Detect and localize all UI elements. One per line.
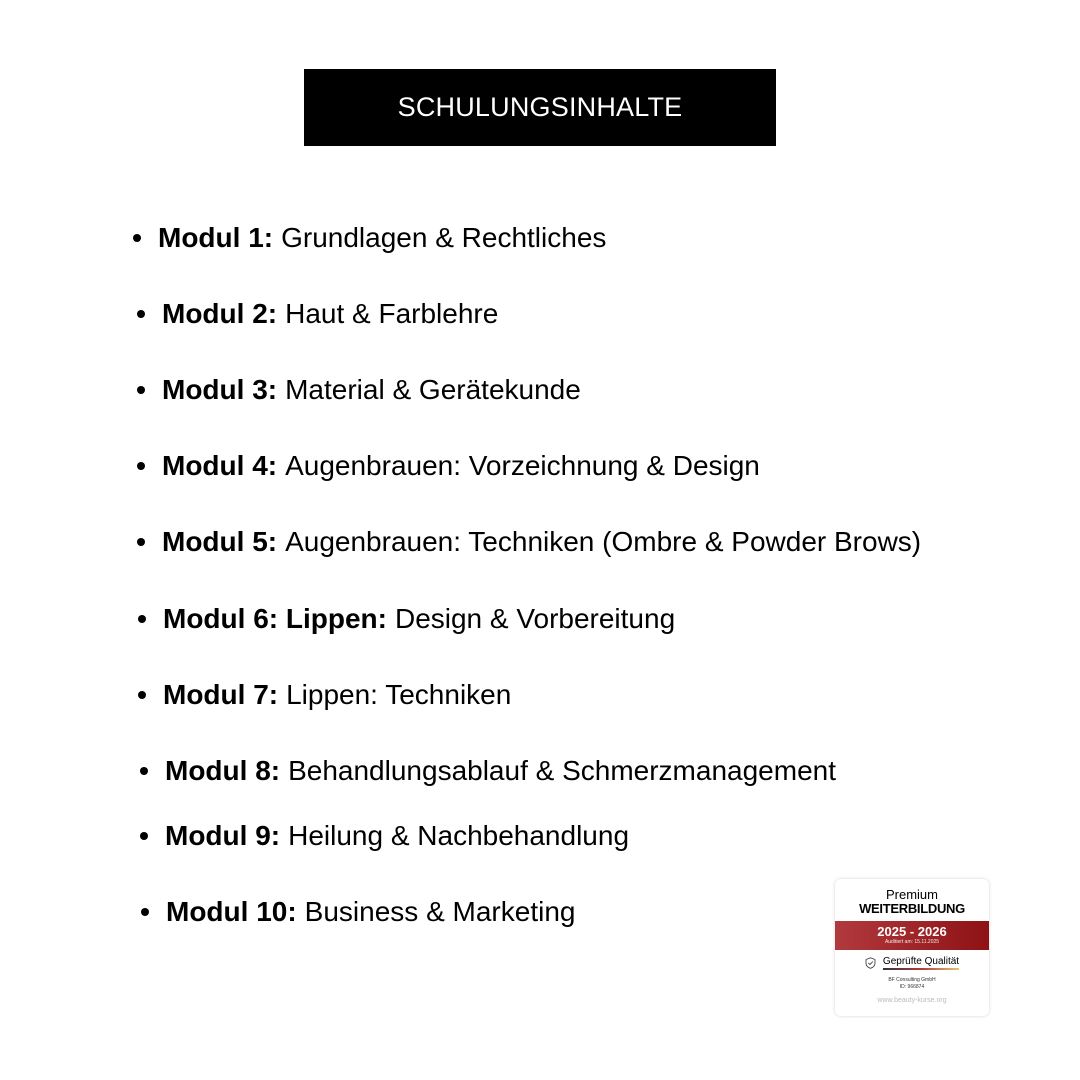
module-label: Modul 6: Lippen: <box>163 603 387 634</box>
module-text: Behandlungsablauf & Schmerzmanagement <box>288 755 836 786</box>
module-text: Haut & Farblehre <box>285 298 499 329</box>
badge-url: www.beauty-kurse.org <box>877 997 947 1004</box>
page-title: SCHULUNGSINHALTE <box>397 92 683 122</box>
module-label: Modul 8: <box>165 755 281 786</box>
bullet-icon <box>138 615 146 623</box>
list-item <box>138 679 511 711</box>
list-item <box>140 820 629 852</box>
list-item <box>138 603 675 635</box>
list-item <box>133 222 606 254</box>
quality-badge <box>835 879 989 1016</box>
module-label: Modul 5: <box>162 526 278 557</box>
list-item <box>137 374 581 406</box>
module-label: Modul 1: <box>158 222 274 253</box>
module-label: Modul 7: <box>163 679 279 710</box>
list-item <box>140 755 836 787</box>
module-text: Augenbrauen: Techniken (Ombre & Powder Brows) <box>285 526 922 557</box>
badge-company-name: BF Consulting GmbH <box>888 977 936 983</box>
module-label: Modul 4: <box>162 450 278 481</box>
bullet-icon <box>133 234 141 242</box>
bullet-icon <box>137 310 145 318</box>
module-text: Business & Marketing <box>304 896 576 927</box>
badge-quality-row <box>835 956 989 970</box>
bullet-icon <box>141 908 149 916</box>
bullet-icon <box>137 538 145 546</box>
list-item <box>137 450 760 482</box>
list-item <box>141 896 575 928</box>
badge-premium: Premium <box>885 887 938 902</box>
module-label: Modul 2: <box>162 298 278 329</box>
title-banner <box>304 69 776 146</box>
module-label: Modul 9: <box>165 820 281 851</box>
list-item <box>137 526 921 558</box>
module-text: Material & Gerätekunde <box>285 374 581 405</box>
bullet-icon <box>138 691 146 699</box>
bullet-icon <box>137 386 145 394</box>
module-text: Heilung & Nachbehandlung <box>288 820 630 851</box>
module-text: Design & Vorbereitung <box>394 603 676 634</box>
module-text: Lippen: Techniken <box>286 679 512 710</box>
badge-quality-text: Geprüfte Qualität <box>883 956 959 970</box>
module-label: Modul 10: <box>166 896 297 927</box>
badge-company <box>835 977 989 991</box>
badge-id: ID: 966874 <box>899 984 925 990</box>
badge-audit-date: Auditiert am: 15.11.2025 <box>884 939 940 945</box>
badge-year-band <box>835 921 989 950</box>
module-text: Grundlagen & Rechtliches <box>281 222 607 253</box>
list-item <box>137 298 498 330</box>
badge-years: 2025 - 2026 <box>877 924 947 939</box>
bullet-icon <box>140 832 148 840</box>
bullet-icon <box>140 767 148 775</box>
badge-weiterbildung: WEITERBILDUNG <box>859 901 965 916</box>
module-label: Modul 3: <box>162 374 278 405</box>
module-text: Augenbrauen: Vorzeichnung & Design <box>285 450 760 481</box>
shield-check-icon <box>865 957 876 969</box>
bullet-icon <box>137 462 145 470</box>
